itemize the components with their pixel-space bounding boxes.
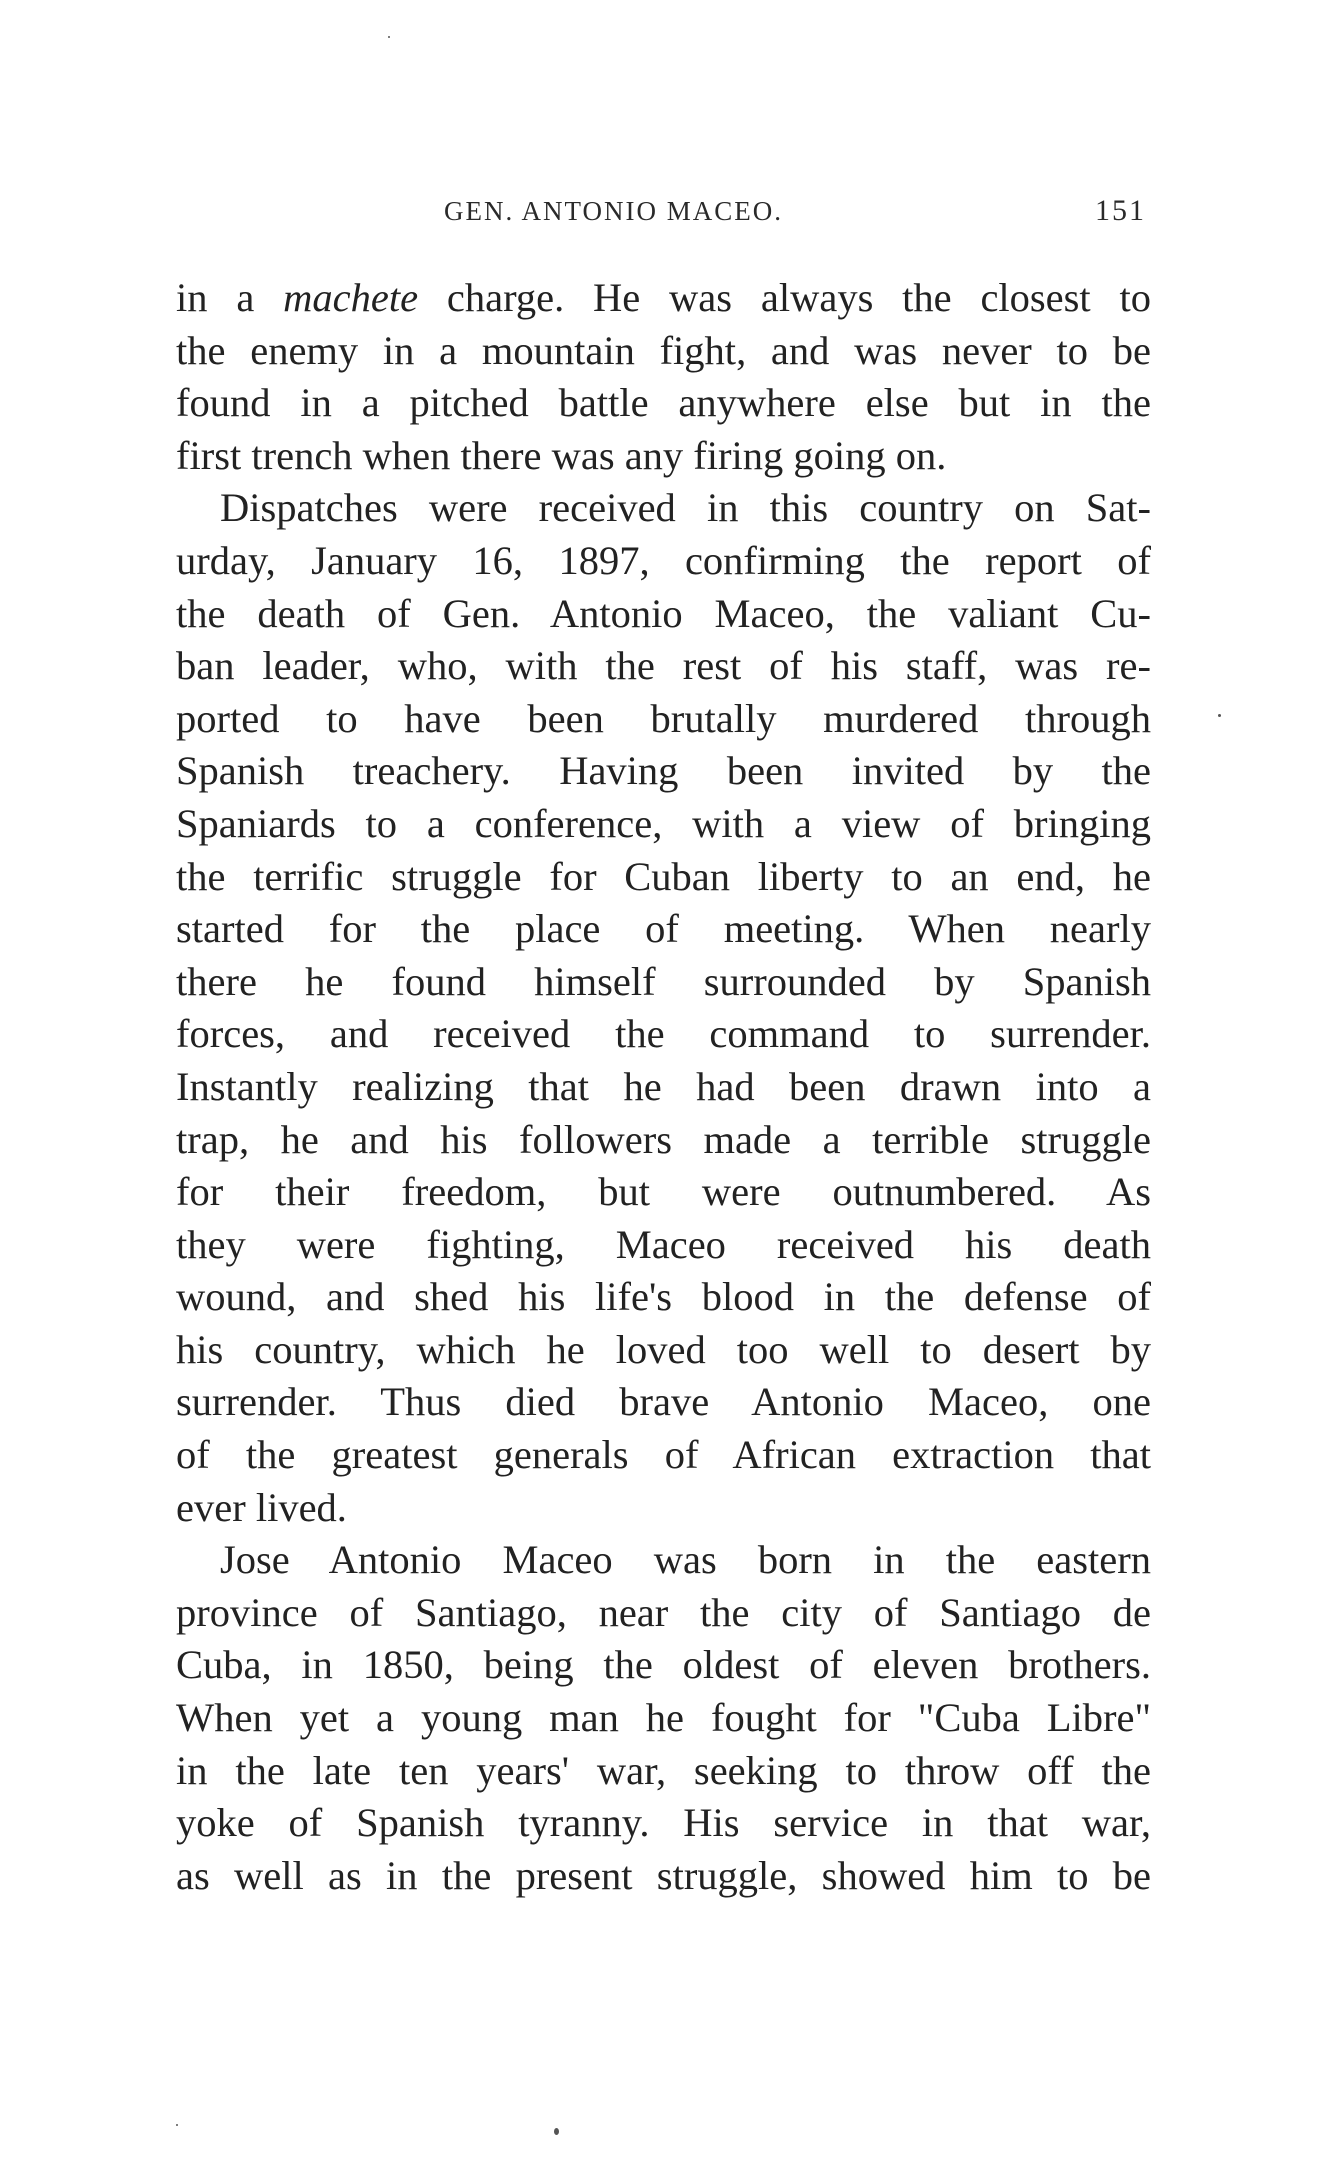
paper-speck <box>554 2128 559 2135</box>
paragraph <box>176 272 1151 482</box>
paper-speck <box>388 36 390 38</box>
text-line: Cuba, in 1850, being the oldest of eleven brothers. <box>176 1642 1151 1688</box>
page-number: 151 <box>1095 194 1146 227</box>
text-line: first trench when there was any firing going on. <box>176 432 947 478</box>
text-line: ban leader, who, with the rest of his staff, was re- <box>176 643 1151 689</box>
text-line: When yet a young man he fought for "Cuba Libre" <box>176 1695 1151 1741</box>
text-line: Spanish treachery. Having been invited by the <box>176 748 1151 794</box>
text-line: Spaniards to a conference, with a view of bringing <box>176 800 1151 846</box>
text-line: Instantly realizing that he had been drawn into a <box>176 1063 1151 1109</box>
text-line: there he found himself surrounded by Spanish <box>176 958 1151 1004</box>
text-line: his country, which he loved too well to desert by <box>176 1326 1151 1372</box>
text-line: the enemy in a mountain fight, and was never to be <box>176 327 1151 373</box>
text-line: ever lived. <box>176 1484 347 1530</box>
body-text <box>176 272 1151 1902</box>
text-line: in the late ten years' war, seeking to throw off the <box>176 1747 1151 1793</box>
running-head <box>176 196 1146 236</box>
text-line: Dispatches were received in this country on Sat- <box>220 485 1151 531</box>
paragraph <box>176 482 1151 1534</box>
paragraph <box>176 1534 1151 1902</box>
paper-speck <box>1218 714 1221 717</box>
text-line: the death of Gen. Antonio Maceo, the valiant Cu- <box>176 590 1151 636</box>
text-line: found in a pitched battle anywhere else but in the <box>176 380 1151 426</box>
text-line: as well as in the present struggle, showed him to be <box>176 1852 1151 1898</box>
text-line: province of Santiago, near the city of Santiago de <box>176 1589 1151 1635</box>
text-line: ported to have been brutally murdered through <box>176 695 1151 741</box>
line-text: in a <box>176 275 284 320</box>
paper-speck <box>176 2124 178 2126</box>
text-line: trap, he and his followers made a terrible struggle <box>176 1116 1151 1162</box>
text-line: started for the place of meeting. When nearly <box>176 906 1151 952</box>
text-line: surrender. Thus died brave Antonio Maceo, one <box>176 1379 1151 1425</box>
text-line <box>176 272 1151 325</box>
text-line: they were fighting, Maceo received his death <box>176 1221 1151 1267</box>
text-line: yoke of Spanish tyranny. His service in that war, <box>176 1800 1151 1846</box>
text-line: of the greatest generals of African extraction that <box>176 1432 1151 1478</box>
text-line: wound, and shed his life's blood in the defense of <box>176 1274 1151 1320</box>
text-line: the terrific struggle for Cuban liberty to an end, he <box>176 853 1151 899</box>
italic-term: machete <box>283 275 419 320</box>
text-line: for their freedom, but were outnumbered. As <box>176 1169 1151 1215</box>
text-line: Jose Antonio Maceo was born in the eastern <box>220 1537 1151 1583</box>
line-text: charge. He was always the closest to <box>418 275 1151 320</box>
text-line: urday, January 16, 1897, confirming the report of <box>176 537 1151 583</box>
text-line: forces, and received the command to surrender. <box>176 1011 1151 1057</box>
running-title: GEN. ANTONIO MACEO. <box>444 196 783 226</box>
